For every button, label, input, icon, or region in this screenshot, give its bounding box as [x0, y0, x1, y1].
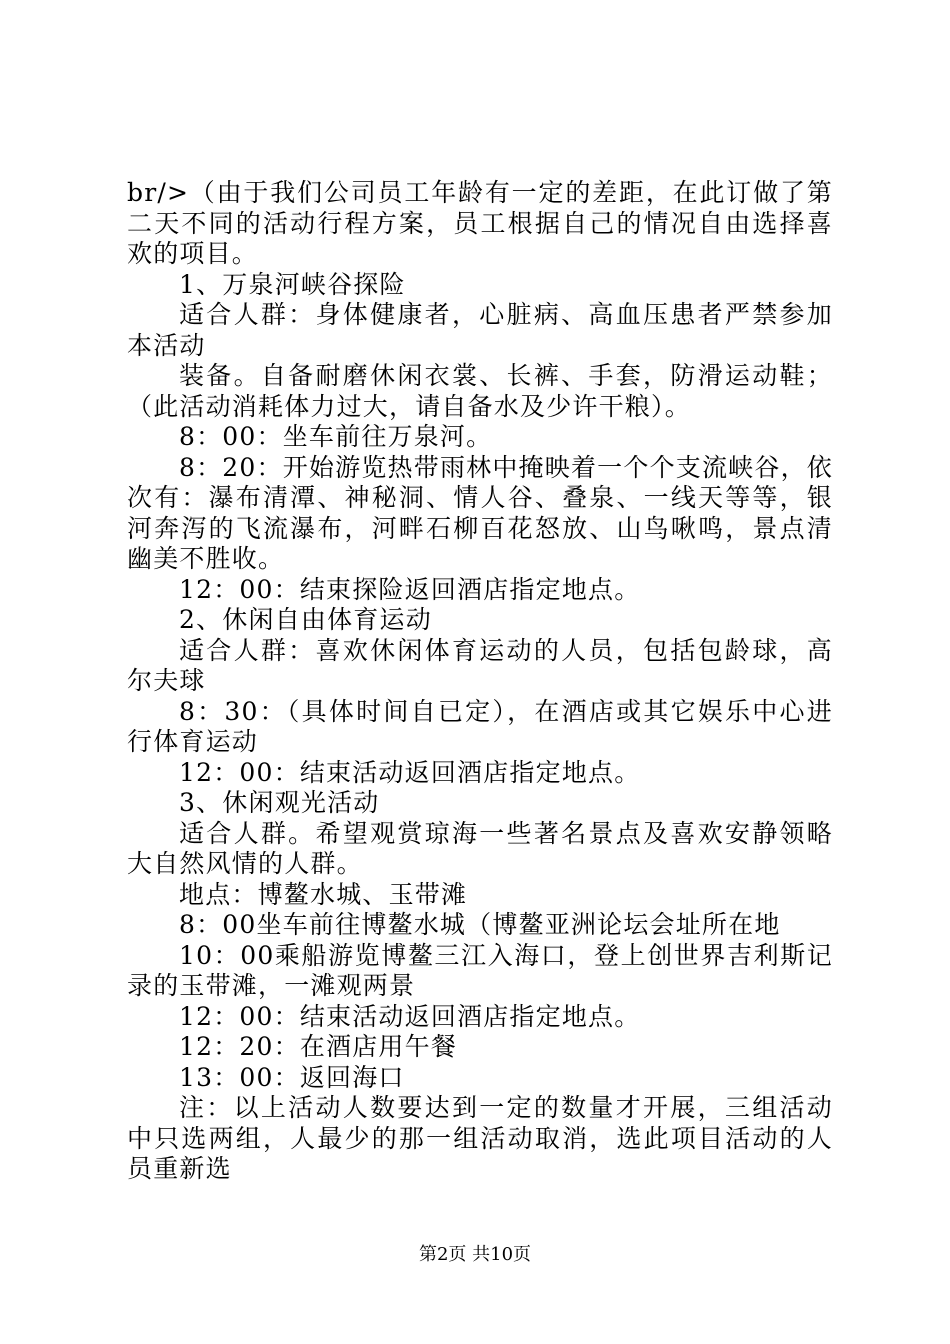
activity-2-schedule-1200: 12：00：结束活动返回酒店指定地点。 — [179, 757, 641, 787]
intro-paragraph: br/>（由于我们公司员工年龄有一定的差距，在此订做了第二天不同的活动行程方案，员工根据自己的情况自由选择喜欢的项目。 — [127, 178, 833, 268]
note-paragraph: 注：以上活动人数要达到一定的数量才开展，三组活动中只选两组，人最少的那一组活动取消，选此项目活动的人员重新选 — [127, 1093, 833, 1183]
activity-1-equipment: 装备。自备耐磨休闲衣裳、长裤、手套，防滑运动鞋；（此活动消耗体力过大，请自备水及少许干粮）。 — [127, 361, 833, 421]
activity-1-schedule-1200: 12：00：结束探险返回酒店指定地点。 — [179, 574, 641, 604]
activity-3-audience: 适合人群。希望观赏琼海一些著名景点及喜欢安静领略大自然风情的人群。 — [127, 818, 833, 878]
activity-1-audience: 适合人群：身体健康者，心脏病、高血压患者严禁参加本活动 — [127, 300, 833, 360]
activity-3-heading: 3、休闲观光活动 — [179, 788, 380, 817]
activity-2-schedule-0830: 8：30：（具体时间自已定），在酒店或其它娱乐中心进行体育运动 — [127, 696, 833, 756]
activity-3-location: 地点：博鳌水城、玉带滩 — [179, 879, 468, 909]
activity-1-schedule-0820: 8：20：开始游览热带雨林中掩映着一个个支流峡谷，依次有：瀑布清潭、神秘洞、情人谷、叠泉、一线天等等，银河奔泻的飞流瀑布，河畔石柳百花怒放、山鸟啾鸣，景点清幽美不胜收。 — [127, 452, 833, 573]
activity-3-schedule-1000: 10：00乘船游览博鳌三江入海口，登上创世界吉利斯记录的玉带滩，一滩观两景 — [127, 940, 833, 1000]
activity-1-schedule-0800: 8：00：坐车前往万泉河。 — [179, 422, 493, 451]
return-schedule-1300: 13：00：返回海口 — [179, 1062, 405, 1092]
lunch-schedule-1220: 12：20：在酒店用午餐 — [179, 1032, 458, 1061]
page-number-footer: 第2页 共10页 — [418, 1244, 532, 1265]
activity-2-audience: 适合人群：喜欢休闲体育运动的人员，包括包龄球，高尔夫球 — [127, 635, 833, 695]
activity-1-heading: 1、万泉河峡谷探险 — [179, 269, 406, 299]
activity-3-schedule-1200: 12：00：结束活动返回酒店指定地点。 — [179, 1001, 641, 1031]
activity-2-heading: 2、休闲自由体育运动 — [179, 605, 432, 634]
document-body — [127, 178, 833, 1185]
activity-3-schedule-0800: 8：00坐车前往博鳌水城（博鳌亚洲论坛会址所在地 — [179, 910, 781, 939]
